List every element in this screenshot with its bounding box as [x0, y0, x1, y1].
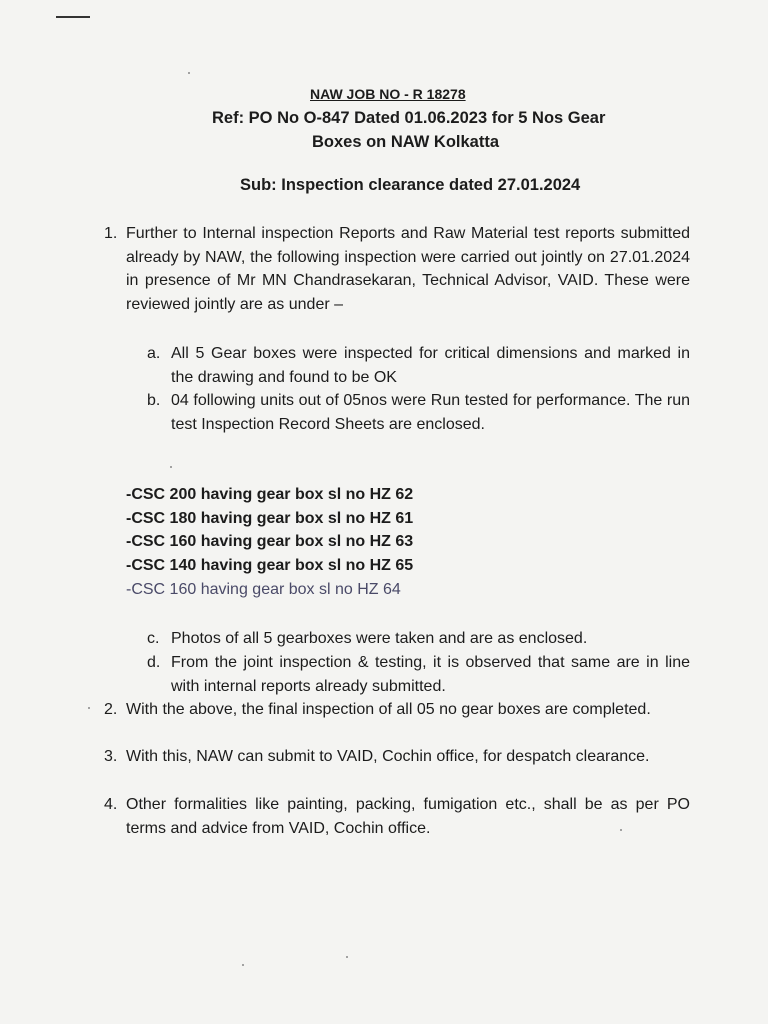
reference-line-2: Boxes on NAW Kolkatta [312, 133, 500, 151]
csc-list-item: -CSC 160 having gear box sl no HZ 63 [126, 533, 414, 550]
csc-list-item: -CSC 200 having gear box sl no HZ 62 [126, 486, 414, 503]
csc-list-item: -CSC 180 having gear box sl no HZ 61 [126, 510, 414, 527]
scan-speck [170, 466, 172, 468]
item-number: 4. [104, 796, 118, 813]
scan-speck [242, 964, 244, 966]
pen-mark [56, 16, 90, 18]
scan-speck [188, 72, 190, 74]
csc-list-item: -CSC 140 having gear box sl no HZ 65 [126, 557, 414, 574]
reference-line [212, 106, 605, 154]
item-4-text: Other formalities like painting, packing, fumigation etc., shall be as per PO terms and advice from VAID, Cochin office. [126, 796, 690, 837]
sub-item-b-text: 04 following units out of 05nos were Run tested for performance. The run test Inspection Record Sheets are enclosed. [171, 392, 690, 433]
job-number: NAW JOB NO - R 18278 [310, 86, 466, 102]
item-3-text: With this, NAW can submit to VAID, Cochin office, for despatch clearance. [126, 748, 650, 765]
scan-speck [346, 956, 348, 958]
item-1-text: Further to Internal inspection Reports and Raw Material test reports submitted already by NAW, the following inspection were carried out jointly on 27.01.2024 in presence of Mr MN Chandrasekaran, Technical Advisor, VAID. These were reviewed jointly are as under – [126, 225, 690, 313]
item-number: 1. [104, 225, 118, 242]
item-number: 3. [104, 748, 118, 765]
item-number: 2. [104, 701, 118, 718]
subject-line: Sub: Inspection clearance dated 27.01.2024 [240, 176, 581, 194]
sub-item-a-text: All 5 Gear boxes were inspected for critical dimensions and marked in the drawing and found to be OK [171, 345, 690, 386]
sub-item-c-text: Photos of all 5 gearboxes were taken and are as enclosed. [171, 630, 588, 647]
sub-item-letter: a. [147, 345, 161, 362]
sub-item-letter: b. [147, 392, 161, 409]
csc-list-item: -CSC 160 having gear box sl no HZ 64 [126, 581, 401, 598]
scan-speck [88, 707, 90, 709]
sub-item-d-text: From the joint inspection & testing, it is observed that same are in line with internal reports already submitted. [171, 654, 690, 695]
sub-item-letter: d. [147, 654, 161, 671]
sub-item-letter: c. [147, 630, 160, 647]
reference-line-1: Ref: PO No O-847 Dated 01.06.2023 for 5 Nos Gear [212, 109, 606, 127]
item-2-text: With the above, the final inspection of all 05 no gear boxes are completed. [126, 701, 651, 718]
